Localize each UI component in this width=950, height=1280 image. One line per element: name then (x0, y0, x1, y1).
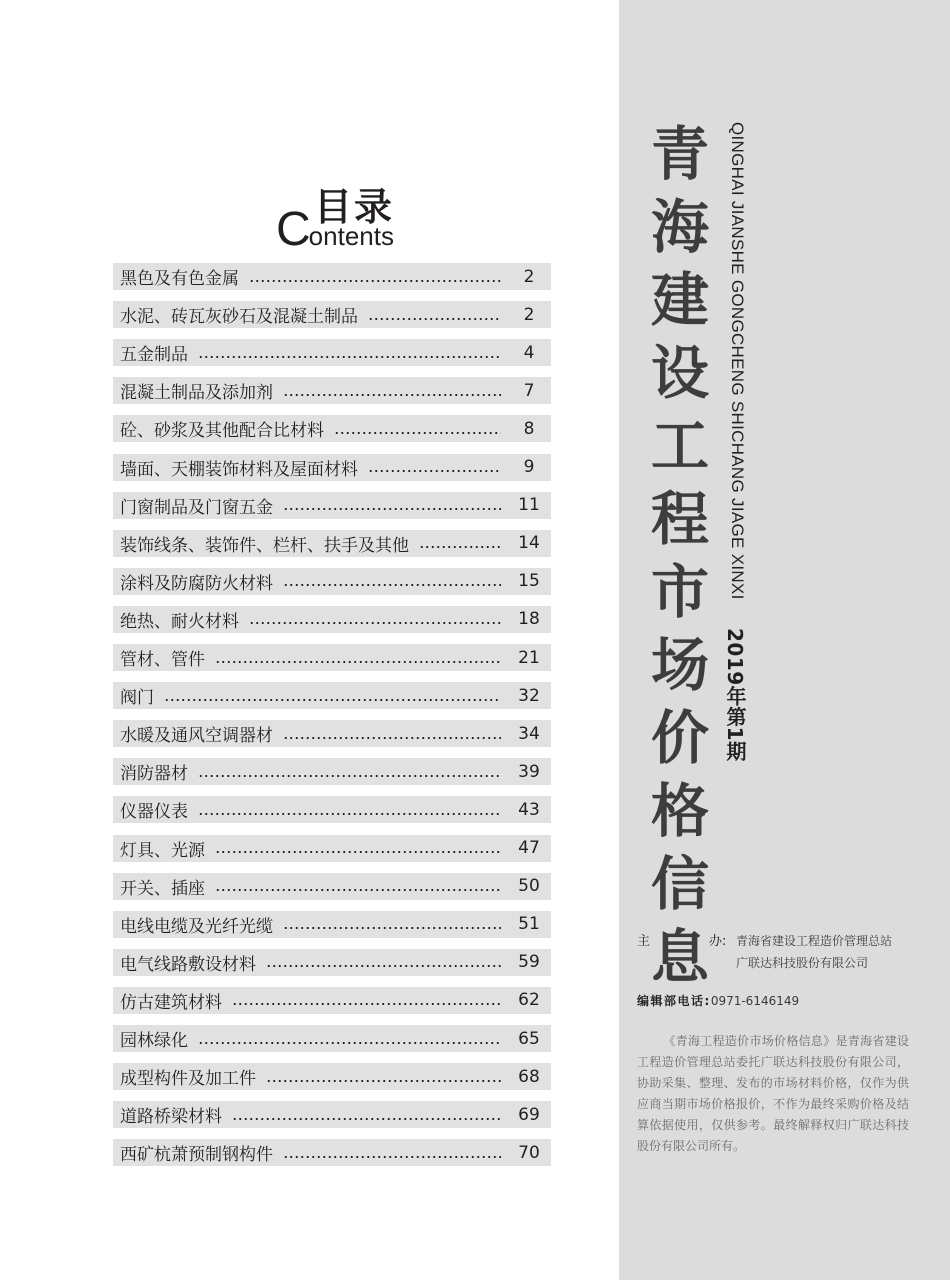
sponsor-secondary: 广联达科技股份有限公司 (736, 956, 869, 970)
dot-leader (198, 1042, 501, 1044)
toc-entry-page: 11 (518, 495, 540, 516)
toc-entry-page: 50 (518, 876, 540, 897)
toc-entry[interactable] (113, 606, 551, 633)
toc-entry-label: 管材、管件 (120, 650, 205, 670)
toc-title-en-rest: ontents (308, 221, 394, 251)
toc-entry-page: 9 (523, 457, 535, 477)
toc-entry-page: 68 (518, 1066, 540, 1087)
dot-leader (283, 584, 501, 586)
magazine-title (648, 118, 712, 994)
toc-entry-label: 涂料及防腐防火材料 (120, 573, 273, 594)
toc-entry[interactable] (113, 682, 551, 709)
toc-title-en-initial: C (276, 203, 311, 256)
dot-leader (198, 775, 501, 777)
toc-entry-label: 灯具、光源 (120, 840, 205, 861)
magazine-title-char: 信 (650, 850, 709, 918)
toc-entry[interactable] (113, 263, 551, 290)
magazine-title-char: 市 (650, 558, 709, 626)
toc-entry-label: 门窗制品及门窗五金 (120, 497, 273, 518)
toc-entry-label: 西矿杭萧预制钢构件 (120, 1145, 273, 1166)
disclaimer-text: 《青海工程造价市场价格信息》是青海省建设工程造价管理总站委托广联达科技股份有限公司，协助采集、整理、发布的市场材料价格，仅作为供应商当期市场价格报价，不作为最终采购价格及结算依据使用，仅供参考。最终解释权归广联达科技股份有限公司所有。 (637, 1034, 909, 1153)
toc-entry-label: 消防器材 (120, 764, 188, 785)
magazine-title-char: 息 (650, 923, 709, 991)
sponsor-primary: 青海省建设工程造价管理总站 (736, 934, 893, 948)
toc-header (276, 170, 416, 256)
toc-entry-label: 电气线路敷设材料 (120, 954, 256, 975)
dot-leader (283, 927, 501, 929)
toc-entry-page: 2 (523, 304, 535, 325)
dot-leader (198, 356, 501, 358)
dot-leader (283, 1156, 501, 1158)
dot-leader (419, 546, 501, 548)
toc-entry-page: 14 (518, 533, 540, 554)
toc-entry-page: 4 (523, 342, 535, 363)
dot-leader (266, 965, 501, 967)
toc-entry-page: 65 (518, 1028, 540, 1049)
magazine-title-char: 价 (650, 704, 709, 772)
phone-value: 0971-6146149 (710, 994, 800, 1008)
toc-entry-label: 混凝土制品及添加剂 (120, 383, 273, 404)
magazine-title-char: 设 (650, 339, 709, 407)
toc-entry-label: 仪器仪表 (120, 802, 188, 823)
toc-entry-label: 绝热、耐火材料 (120, 611, 239, 632)
toc-entry-label: 成型构件及加工件 (120, 1069, 256, 1090)
magazine-title-char: 建 (650, 266, 709, 334)
toc-entry[interactable] (113, 758, 551, 785)
editorial-phone (637, 992, 799, 1009)
toc-entry[interactable] (113, 911, 551, 938)
dot-leader (232, 1003, 501, 1005)
toc-entry[interactable] (113, 873, 551, 900)
toc-entry-label: 电线电缆及光纤光缆 (120, 916, 273, 937)
toc-entry-label: 阀门 (120, 688, 154, 709)
toc-entry[interactable] (113, 339, 551, 366)
toc-entry-label: 五金制品 (120, 345, 188, 366)
toc-entry[interactable] (113, 1025, 551, 1052)
toc-entry[interactable] (113, 415, 551, 442)
toc-entry[interactable] (113, 796, 551, 823)
toc-entry[interactable] (113, 720, 551, 747)
toc-entry-label: 装饰线条、装饰件、栏杆、扶手及其他 (120, 535, 409, 556)
toc-entry-label: 砼、砂浆及其他配合比材料 (120, 421, 324, 442)
toc-entry-label: 道路桥梁材料 (120, 1107, 222, 1128)
magazine-title-pinyin: QINGHAI JIANSHE GONGCHENG SHICHANG JIAGE XINXI (728, 122, 747, 600)
toc-entry-label: 开关、插座 (120, 878, 205, 899)
magazine-title-char: 格 (650, 777, 709, 845)
dot-leader (164, 699, 501, 701)
phone-label: 编辑部电话: (637, 994, 711, 1008)
magazine-title-char: 海 (650, 193, 709, 261)
toc-entry[interactable] (113, 1063, 551, 1090)
toc-entry-page: 18 (518, 609, 540, 630)
toc-entry-page: 8 (523, 418, 535, 439)
dot-leader (368, 470, 501, 472)
toc-entry-label: 水暖及通风空调器材 (120, 726, 273, 747)
toc-entry-page: 32 (518, 685, 540, 706)
toc-entry[interactable] (113, 492, 551, 519)
dot-leader (283, 508, 501, 510)
dot-leader (334, 432, 501, 434)
toc-entry-label: 仿古建筑材料 (120, 992, 222, 1013)
toc-entry-page: 47 (518, 838, 540, 858)
sponsor-label: 主 办: (637, 934, 727, 949)
dot-leader (232, 1118, 501, 1120)
toc-entry-page: 59 (518, 952, 540, 973)
toc-entry-page: 7 (523, 380, 535, 401)
toc-title-cn: 目录 (314, 185, 395, 229)
toc-title-en (276, 203, 394, 256)
magazine-title-char: 场 (650, 631, 709, 699)
toc-entry[interactable] (113, 835, 551, 862)
magazine-title-char: 工 (650, 412, 709, 480)
toc-entry[interactable] (113, 644, 551, 671)
magazine-title-char: 程 (650, 485, 709, 553)
toc-entry-page: 21 (518, 647, 540, 668)
toc-entry[interactable] (113, 1101, 551, 1128)
dot-leader (249, 280, 501, 282)
toc-entry-page: 34 (518, 723, 540, 744)
toc-entry-page: 69 (518, 1104, 540, 1125)
dot-leader (215, 851, 501, 853)
toc-entry-page: 43 (518, 799, 540, 820)
toc-entry[interactable] (113, 377, 551, 404)
toc-entry-page: 51 (518, 914, 540, 935)
dot-leader (249, 622, 501, 624)
toc-entry[interactable] (113, 987, 551, 1014)
dot-leader (215, 661, 501, 663)
dot-leader (198, 813, 501, 815)
toc-entry[interactable] (113, 301, 551, 328)
toc-entry-page: 2 (523, 266, 535, 287)
toc-entry[interactable] (113, 454, 551, 481)
dot-leader (215, 889, 501, 891)
toc-entry-page: 70 (518, 1142, 540, 1163)
toc-entry[interactable] (113, 530, 551, 557)
toc-entry-label: 园林绿化 (120, 1031, 188, 1051)
toc-entry-page: 39 (518, 761, 540, 782)
toc-entry[interactable] (113, 949, 551, 976)
toc-entry[interactable] (113, 1139, 551, 1166)
dot-leader (283, 737, 501, 739)
toc-entry-page: 15 (518, 571, 540, 592)
toc-entry[interactable] (113, 568, 551, 595)
dot-leader (368, 318, 501, 320)
dot-leader (266, 1080, 501, 1082)
magazine-title-char: 青 (650, 120, 709, 188)
dot-leader (283, 394, 501, 396)
toc-entry-label: 墙面、天棚装饰材料及屋面材料 (120, 459, 358, 480)
toc-entry-label: 黑色及有色金属 (120, 269, 239, 289)
issue-number: 2019年第1期 (723, 628, 747, 762)
toc-entry-label: 水泥、砖瓦灰砂石及混凝土制品 (120, 307, 358, 328)
toc-entry-page: 62 (518, 990, 540, 1011)
